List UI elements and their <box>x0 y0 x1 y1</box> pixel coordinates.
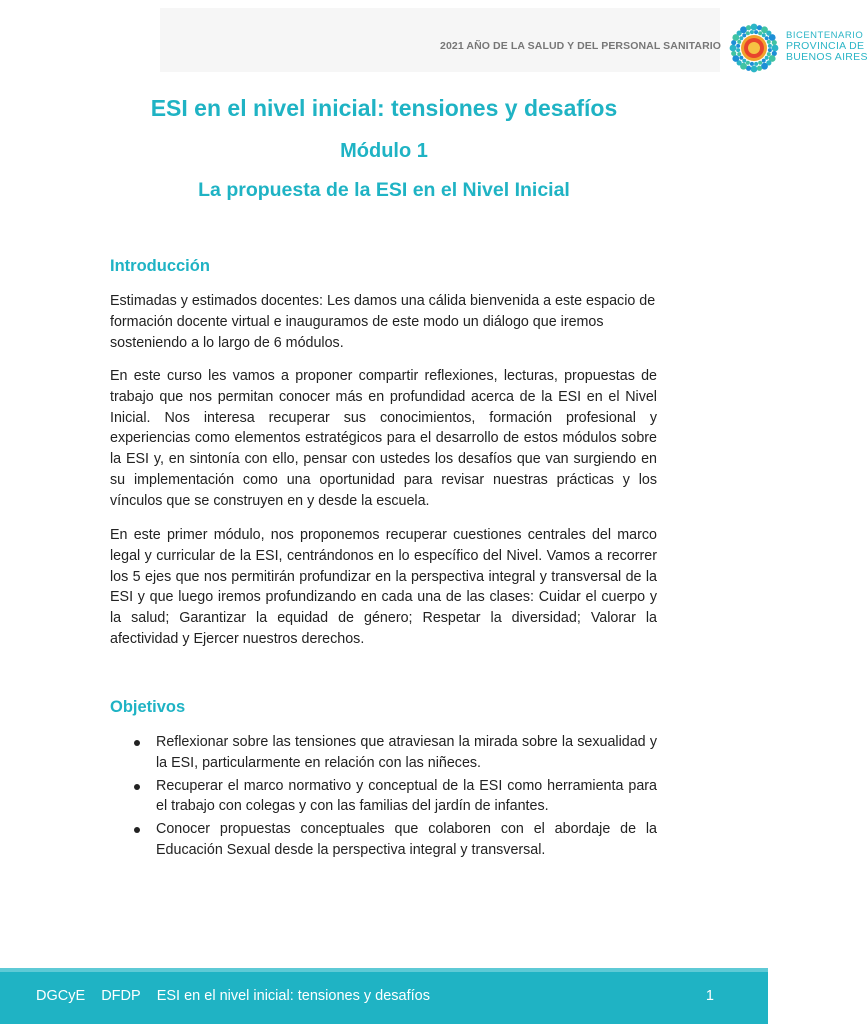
objective-item <box>110 776 657 818</box>
footer-credits <box>36 988 442 1004</box>
module-title: La propuesta de la ESI en el Nivel Inicial <box>198 179 570 201</box>
page-header <box>160 8 868 72</box>
bullet-icon <box>134 827 140 833</box>
bicentenario-sun-logo-icon <box>728 22 780 74</box>
bullet-icon <box>134 740 140 746</box>
footer-course-title: ESI en el nivel inicial: tensiones y desafíos <box>156 988 430 1004</box>
objectives-heading: Objetivos <box>110 698 186 716</box>
introduction-paragraph: En este primer módulo, nos proponemos recuperar cuestiones centrales del marco legal y curricular de la ESI, centrándonos en lo específico del Nivel. Vamos a recorrer los 5 ejes que nos permitirán profundizar en la perspectiva integral y transversal de la ESI y que luego iremos profundizando en cada una de las clases: Cuidar el cuerpo y la salud; Garantizar la equidad de género; Respetar la diversidad; Valorar la afectividad y Ejercer nuestros derechos. <box>110 527 657 647</box>
bullet-icon <box>134 784 140 790</box>
footer-org: DFDP <box>101 988 141 1004</box>
logo-line: PROVINCIA DE <box>786 40 865 52</box>
header-motto: 2021 AÑO DE LA SALUD Y DEL PERSONAL SANITARIO <box>440 40 722 52</box>
footer-org: DGCyE <box>36 988 86 1004</box>
objectives-list <box>110 732 657 863</box>
objective-text: Recuperar el marco normativo y conceptual de la ESI como herramienta para el trabajo con colegas y con las familias del jardín de infantes. <box>156 777 657 815</box>
introduction-heading: Introducción <box>110 257 210 275</box>
introduction-paragraph: En este curso les vamos a proponer compartir reflexiones, lecturas, propuestas de trabajo que nos permitan conocer más en profundidad acerca de la ESI en el Nivel Inicial. Nos interesa recuperar sus conocimientos, formación profesional y experiencias como elementos estratégicos para el desarrollo de estos módulos sobre la ESI y, en sintonía con ello, pensar con ustedes los desafíos que van surgiendo en su implementación como una oportunidad para revisar nuestras prácticas y los vínculos que se construyen en y desde la escuela. <box>110 368 657 509</box>
objective-item <box>110 819 657 861</box>
page-footer <box>0 972 768 1024</box>
province-logo-text <box>786 30 868 63</box>
objective-text: Conocer propuestas conceptuales que colaboren con el abordaje de la Educación Sexual desde la perspectiva integral y transversal. <box>156 821 657 858</box>
document-title: ESI en el nivel inicial: tensiones y desafíos <box>150 95 618 121</box>
introduction-paragraph: Estimadas y estimados docentes: Les damos una cálida bienvenida a este espacio de formación docente virtual e inauguramos de este modo un diálogo que iremos sosteniendo a lo largo de 6 módulos. <box>110 293 656 351</box>
page-number: 1 <box>705 988 714 1004</box>
logo-line: BUENOS AIRES <box>786 51 868 63</box>
objective-text: Reflexionar sobre las tensiones que atraviesan la mirada sobre la sexualidad y la ESI, particularmente en relación con las niñeces. <box>156 734 657 771</box>
objective-item <box>110 732 657 774</box>
logo-line: BICENTENARIO <box>786 30 864 41</box>
module-label: Módulo 1 <box>340 140 428 162</box>
